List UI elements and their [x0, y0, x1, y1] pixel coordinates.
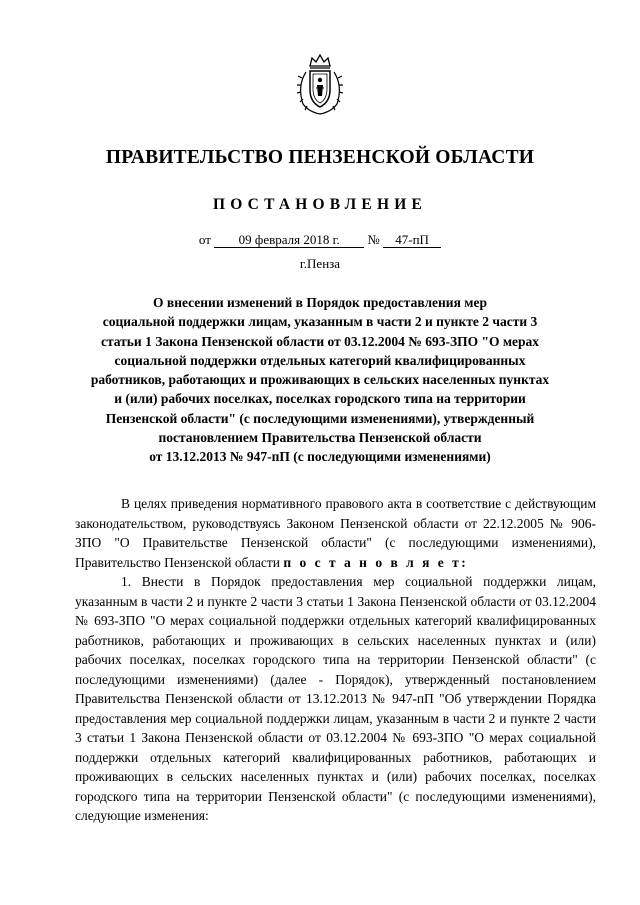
title-line: и (или) рабочих поселках, поселках городского типа на территории	[114, 391, 526, 407]
document-number: 47-пП	[383, 232, 441, 248]
document-type: ПОСТАНОВЛЕНИЕ	[212, 196, 428, 213]
city: г.Пенза	[299, 256, 341, 271]
number-prefix: №	[367, 232, 380, 247]
title-line: статьи 1 Закона Пензенской области от 03.12.2004 № 693-ЗПО "О мерах	[100, 333, 540, 349]
title-line: от 13.12.2013 № 947-пП (с последующими изменениями)	[149, 449, 491, 465]
date-prefix: от	[198, 232, 211, 247]
document-body	[75, 494, 596, 826]
title-line: работников, работающих и проживающих в сельских населенных пунктах	[90, 372, 550, 388]
item-1-paragraph: 1. Внести в Порядок предоставления мер социальной поддержки лицам, указанным в части 2 и пункте 2 части 3 статьи 1 Закона Пензенской области от 03.12.2004 № 693-ЗПО "О мерах социальной поддержки отдельных категорий квалифицированных работников, работающих и проживающих в сельских населенных пунктах и (или) рабочих поселках, поселках городского типа на территории Пензенской области" (с последующими изменениями) (далее - Порядок), утвержденный постановлением Правительства Пензенской области от 13.12.2013 № 947-пП "Об утверждении Порядка предоставления мер социальной поддержки лицам, указанным в части 2 и пункте 2 части 3 статьи 1 Закона Пензенской области от 03.12.2004 № 693-ЗПО "О мерах социальной поддержки отдельных категорий квалифицированных работников, работающих и проживающих в сельских населенных пунктах и (или) рабочих поселках, поселках городского типа на территории Пензенской области" (с последующими изменениями), следующие изменения:	[75, 574, 596, 823]
title-line: О внесении изменений в Порядок предоставления мер	[153, 295, 487, 310]
coat-of-arms-icon	[293, 52, 347, 116]
preamble-paragraph	[75, 494, 596, 572]
date-number-line	[0, 232, 640, 248]
title-line: постановлением Правительства Пензенской области	[158, 430, 482, 446]
organization-title: ПРАВИТЕЛЬСТВО ПЕНЗЕНСКОЙ ОБЛАСТИ	[105, 147, 535, 168]
document-date: 09 февраля 2018 г.	[214, 232, 364, 248]
title-line: социальной поддержки лицам, указанным в части 2 и пункте 2 части 3	[102, 314, 538, 330]
document-title	[88, 293, 552, 467]
preamble-text: В целях приведения нормативного правового акта в соответствие с действующим законодательством, руководствуясь Законом Пензенской области от 22.12.2005 № 906-ЗПО "О Правительстве Пензенской области" (с последующими изменениями), Правительство Пензенской области	[75, 496, 596, 570]
title-line: Пензенской области" (с последующими изменениями), утвержденный	[105, 410, 535, 426]
title-line: социальной поддержки отдельных категорий квалифицированных	[114, 352, 526, 368]
decree-word: п о с т а н о в л я е т:	[283, 554, 469, 570]
